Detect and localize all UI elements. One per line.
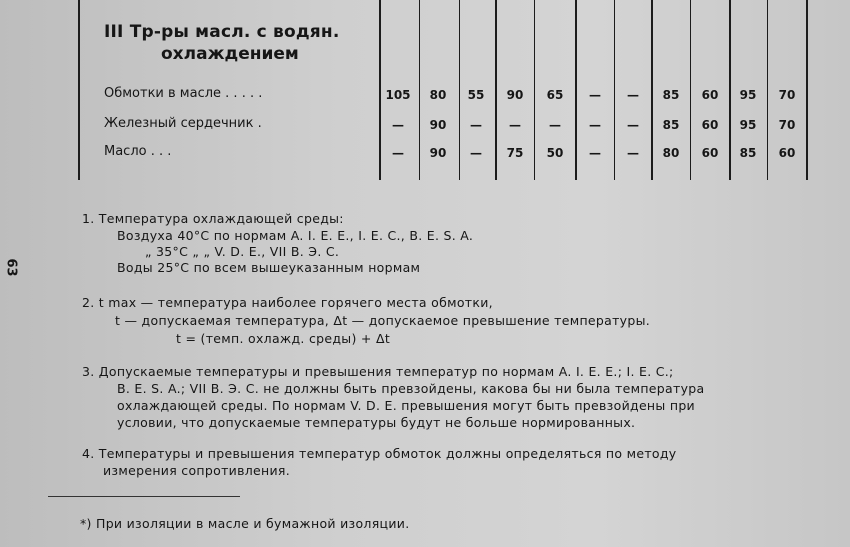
row-label-oil: Масло . . . [104, 144, 172, 159]
footnote: *) При изоляции в масле и бумажной изоляции. [80, 516, 410, 531]
table-cell: — [470, 118, 482, 132]
table-cell: — [392, 146, 404, 160]
note-3-line-2: B. E. S. A.; VII B. Э. C. не должны быть превзойдены, какова бы ни была температура [117, 381, 705, 396]
table-cell: 85 [662, 88, 680, 102]
table-cell: 65 [546, 88, 564, 102]
section-title: III Тр-ры масл. с водян. [104, 22, 340, 42]
table-cell: — [509, 118, 521, 132]
table-cell: 90 [506, 88, 524, 102]
table-cell: 90 [429, 146, 447, 160]
table-cell: 70 [778, 88, 796, 102]
table-cell: — [549, 118, 561, 132]
note-1-heading: 1. Температура охлаждающей среды: [82, 211, 344, 226]
row-label-core: Железный сердечник . [104, 116, 262, 131]
table-cell: 85 [662, 118, 680, 132]
footnote-divider [48, 496, 240, 497]
table-cell: 55 [467, 88, 485, 102]
table-cell: — [470, 146, 482, 160]
note-2-formula: t = (темп. охлажд. среды) + Δt [176, 331, 391, 346]
note-1-air-35: „ 35°C „ „ V. D. E., VII B. Э. C. [145, 244, 340, 259]
table-cell: 60 [701, 146, 719, 160]
table-cell: 80 [429, 88, 447, 102]
note-3-line-4: условии, что допускаемые температуры будут не больше нормированных. [117, 415, 636, 430]
note-2-line-1: 2. t max — температура наиболее горячего места обмотки, [82, 295, 493, 310]
table-cell: 70 [778, 118, 796, 132]
table-cell: 95 [739, 88, 757, 102]
note-2-line-2: t — допускаемая температура, Δt — допускаемое превышение температуры. [115, 313, 651, 328]
table-cell: 60 [701, 88, 719, 102]
page-number: 63 [3, 258, 19, 277]
note-1-air-40: Воздуха 40°C по нормам A. I. E. E., I. E. C., B. E. S. A. [117, 228, 474, 243]
row-label-windings: Обмотки в масле . . . . . [104, 86, 263, 101]
table-cell: 105 [385, 88, 411, 102]
table-cell: 60 [701, 118, 719, 132]
table-cell: — [589, 118, 601, 132]
table-cell: 95 [739, 118, 757, 132]
table-cell: 80 [662, 146, 680, 160]
table-cell: — [627, 118, 639, 132]
note-4-line-2: измерения сопротивления. [103, 463, 291, 478]
note-1-water: Воды 25°C по всем вышеуказанным нормам [117, 260, 421, 275]
table-cell: 75 [506, 146, 524, 160]
table-cell: — [627, 88, 639, 102]
note-3-line-3: охлаждающей среды. По нормам V. D. E. превышения могут быть превзойдены при [117, 398, 695, 413]
note-3-line-1: 3. Допускаемые температуры и превышения температур по нормам A. I. E. E.; I. E. C.; [82, 364, 674, 379]
table-cell: — [589, 88, 601, 102]
table-cell: — [627, 146, 639, 160]
table-border-left [78, 0, 80, 180]
table-cell: 60 [778, 146, 796, 160]
table-cell: — [392, 118, 404, 132]
table-cell: 90 [429, 118, 447, 132]
table-cell: 85 [739, 146, 757, 160]
table-cell: 50 [546, 146, 564, 160]
table-cell: — [589, 146, 601, 160]
section-subtitle: охлаждением [161, 44, 299, 64]
note-4-line-1: 4. Температуры и превышения температур обмоток должны определяться по методу [82, 446, 677, 461]
